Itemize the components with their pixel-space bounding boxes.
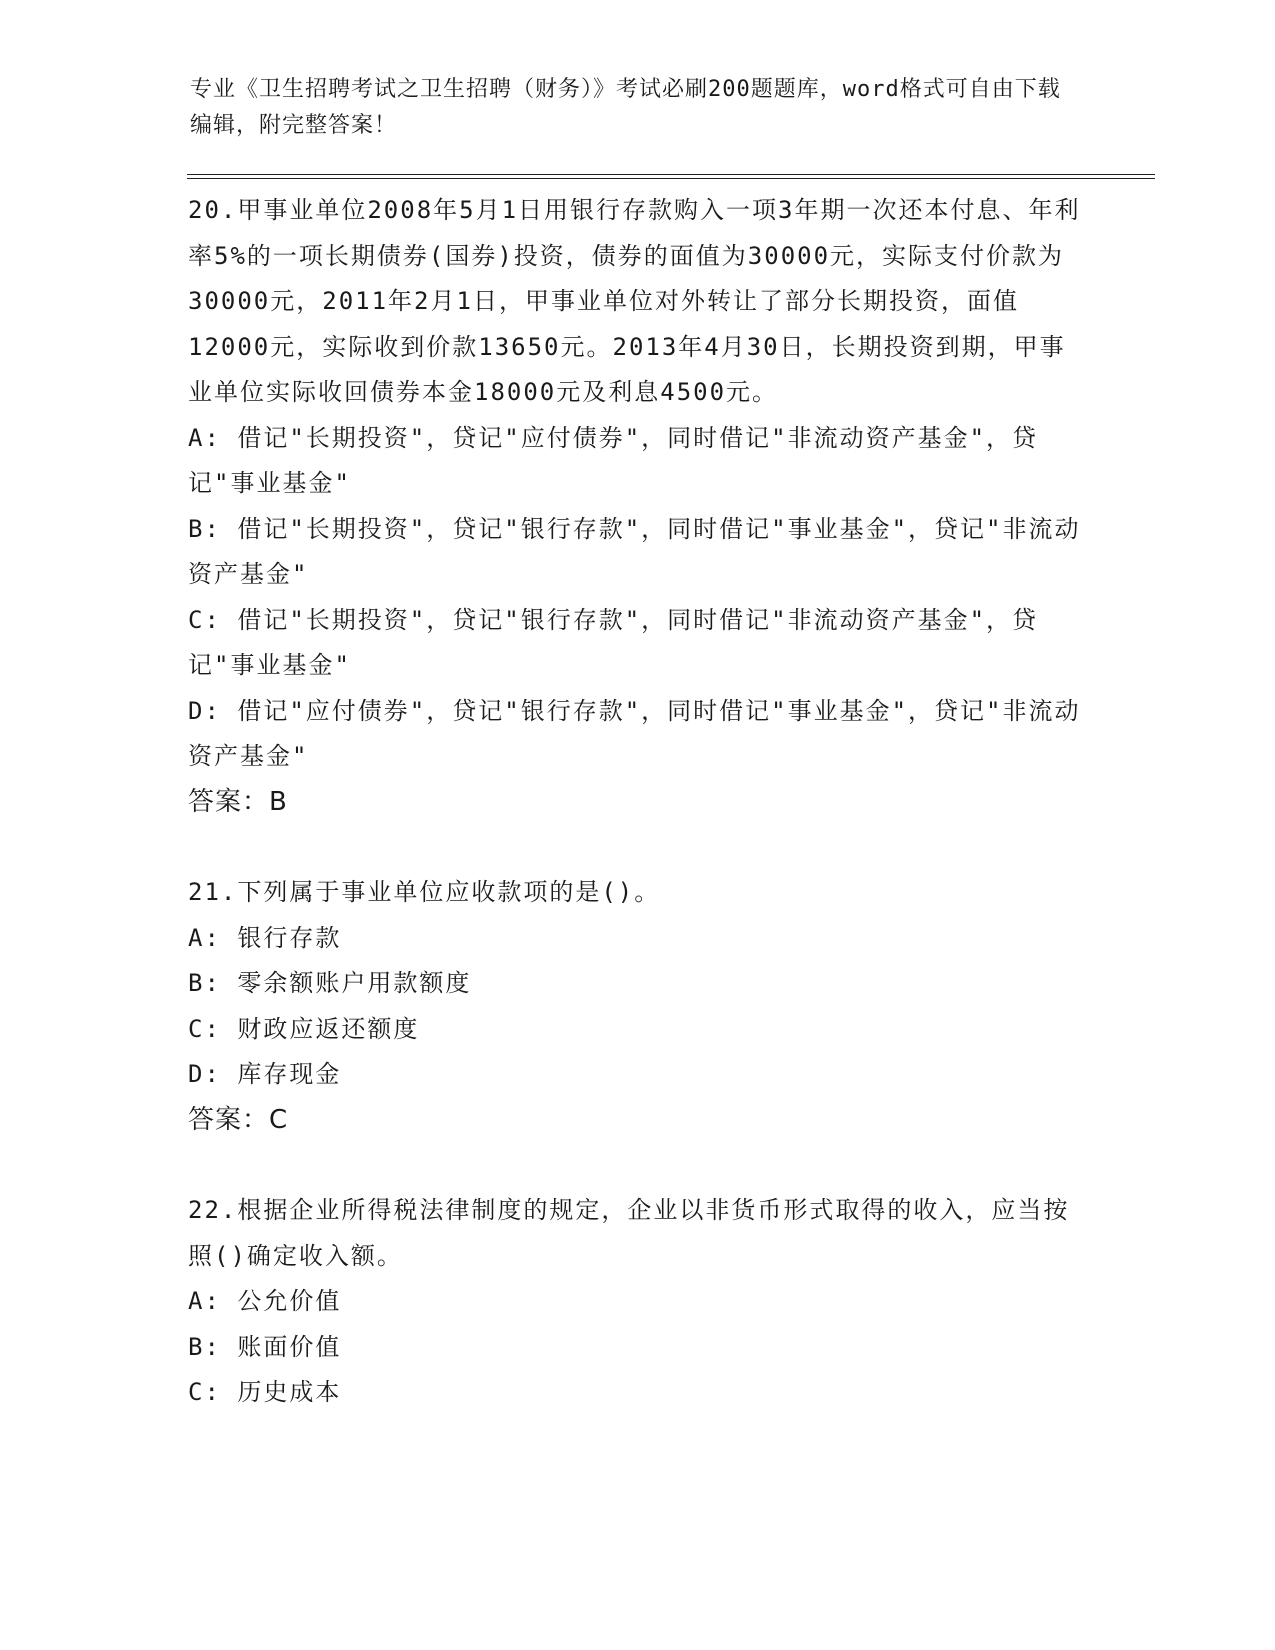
option-a: A: 公允价值 (188, 1287, 342, 1315)
answer: 答案：C (188, 1104, 289, 1135)
question-stem: 22.根据企业所得税法律制度的规定，企业以非货币形式取得的收入，应当按照()确定收入额。 (188, 1196, 1070, 1270)
question-22 (188, 1188, 1088, 1416)
question-stem: 20.甲事业单位2008年5月1日用银行存款购入一项3年期一次还本付息、年利率5%的一项长期债券(国券)投资，债券的面值为30000元，实际支付价款为30000元，2011年2月1日，甲事业单位对外转让了部分长期投资，面值12000元，实际收到价款13650元。2013年4月30日，长期投资到期，甲事业单位实际收回债券本金18000元及利息4500元。 (188, 196, 1081, 406)
option-a: A: 银行存款 (188, 923, 342, 952)
option-d: D: 库存现金 (188, 1060, 342, 1088)
option-b: B: 借记"长期投资"，贷记"银行存款"，同时借记"事业基金"，贷记"非流动资产基金" (188, 514, 1081, 588)
document-header (190, 72, 1070, 144)
answer: 答案：B (188, 786, 288, 817)
header-title: 专业《卫生招聘考试之卫生招聘（财务）》考试必刷200题题库，word格式可自由下载编辑，附完整答案！ (190, 77, 1061, 138)
option-b: B: 零余额账户用款额度 (188, 969, 472, 997)
header-double-rule (187, 174, 1155, 179)
option-a: A: 借记"长期投资"，贷记"应付债券"，同时借记"非流动资产基金"，贷记"事业基金" (188, 423, 1039, 497)
option-c: C: 借记"长期投资"，贷记"银行存款"，同时借记"非流动资产基金"，贷记"事业基金" (188, 605, 1039, 679)
option-b: B: 账面价值 (188, 1332, 342, 1361)
question-20 (188, 188, 1088, 825)
option-c: C: 历史成本 (188, 1378, 342, 1406)
option-c: C: 财政应返还额度 (188, 1014, 420, 1043)
question-21 (188, 870, 1088, 1143)
option-d: D: 借记"应付债券"，贷记"银行存款"，同时借记"事业基金"，贷记"非流动资产基金" (188, 696, 1081, 770)
question-list (188, 188, 1088, 1461)
question-stem: 21.下列属于事业单位应收款项的是()。 (188, 878, 661, 906)
